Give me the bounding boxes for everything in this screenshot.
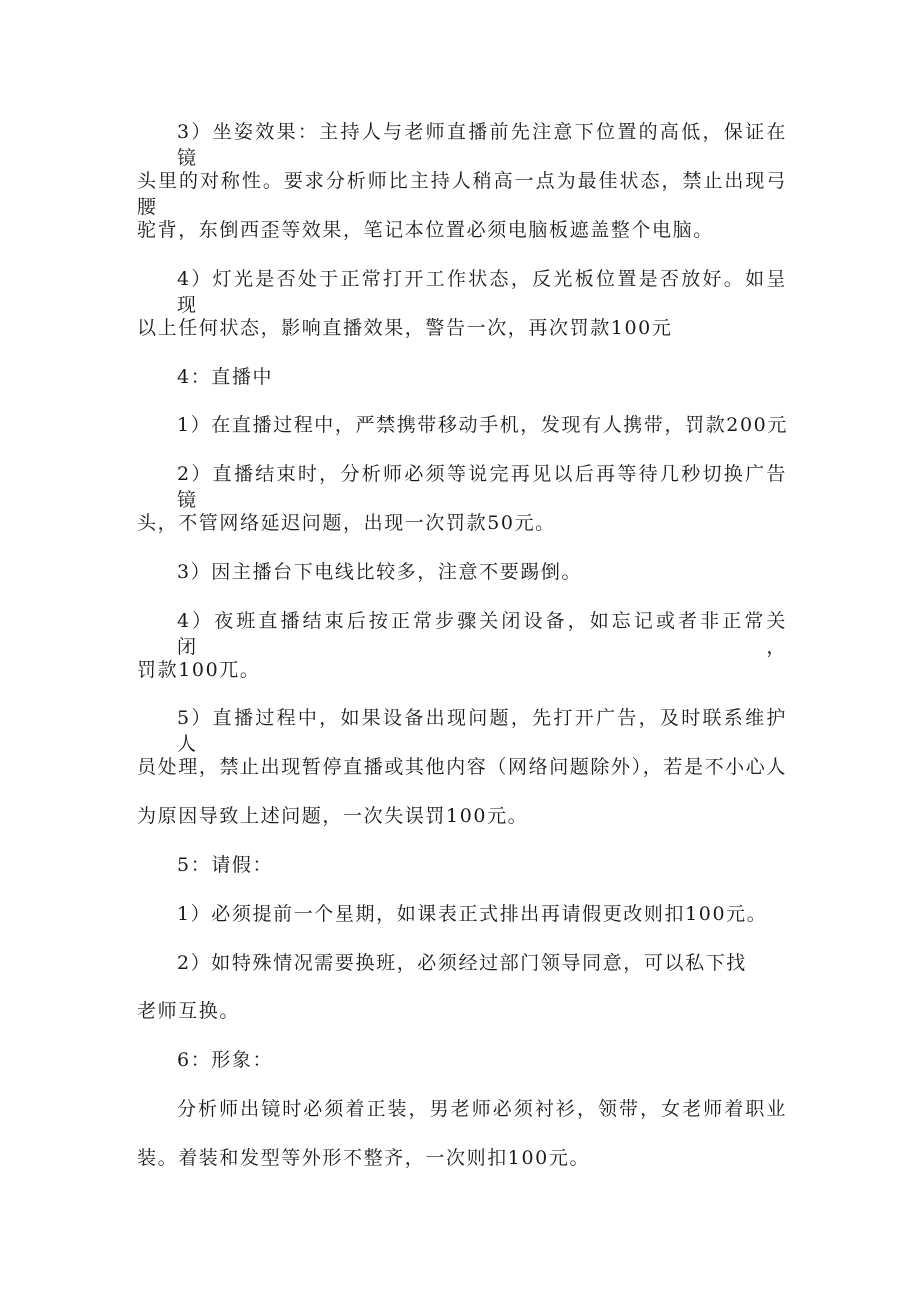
text-line: 1）在直播过程中，严禁携带移动手机，发现有人携带，罚款200元 bbox=[177, 414, 788, 436]
text-line: 4）夜班直播结束后按正常步骤关闭设备，如忘记或者非正常关闭， bbox=[177, 610, 787, 658]
text-line: 分析师出镜时必须着正装，男老师必须衬衫，领带，女老师着职业 bbox=[177, 1098, 787, 1120]
text-line: 3）因主播台下电线比较多，注意不要踢倒。 bbox=[177, 561, 583, 583]
text-line: 为原因导致上述问题，一次失误罚100元。 bbox=[137, 805, 529, 827]
text-line: 老师互换。 bbox=[137, 1000, 241, 1022]
text-line: 以上任何状态，影响直播效果，警告一次，再次罚款100元 bbox=[137, 317, 673, 339]
text-line: 头，不管网络延迟问题，出现一次罚款50元。 bbox=[137, 512, 556, 534]
text-line: 2）直播结束时，分析师必须等说完再见以后再等待几秒切换广告镜 bbox=[177, 463, 787, 511]
text-line: 罚款100兀。 bbox=[137, 659, 261, 681]
text-line: 5）直播过程中，如果设备出现问题，先打开广告，及时联系维护人 bbox=[177, 707, 787, 755]
section-heading: 5：请假： bbox=[177, 854, 274, 876]
text-line: 2）如特殊情况需要换班，必须经过部门领导同意，可以私下找 bbox=[177, 952, 747, 974]
text-line: 4）灯光是否处于正常打开工作状态，反光板位置是否放好。如呈现 bbox=[177, 268, 787, 316]
text-line: 驼背，东倒西歪等效果，笔记本位置必须电脑板遮盖整个电脑。 bbox=[137, 219, 714, 241]
text-line: 3）坐姿效果：主持人与老师直播前先注意下位置的高低，保证在镜 bbox=[177, 121, 787, 169]
section-heading: 4：直播中 bbox=[177, 366, 274, 388]
text-line: 1）必须提前一个星期，如课表正式排出再请假更改则扣100元。 bbox=[177, 903, 768, 925]
text-line: 装。着装和发型等外形不整齐，一次则扣100元。 bbox=[137, 1147, 591, 1169]
section-heading: 6：形象： bbox=[177, 1049, 274, 1071]
text-line: 员处理，禁止出现暂停直播或其他内容（网络问题除外），若是不小心人 bbox=[137, 756, 787, 778]
text-line: 头里的对称性。要求分析师比主持人稍高一点为最佳状态，禁止出现弓腰 bbox=[137, 170, 787, 218]
